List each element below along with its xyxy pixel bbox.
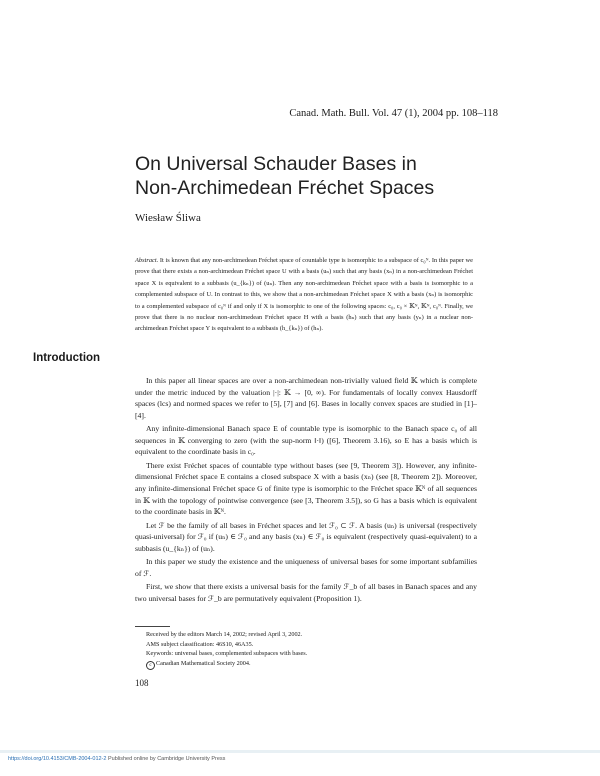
body-text [135,375,477,606]
paragraph-3: There exist Fréchet spaces of countable type without bases (see [9, Theorem 3]). However, any infinite-dimensional Fréchet space E contains a closed subspace X with a basis (xₙ) (see [8, Theorem 2]). Moreover, any infinite-dimensional Fréchet space G of finite type is isomorphic to the Fréchet space 𝕂ᴺ of all sequences in 𝕂 with the topology of pointwise convergence (see [3, Theorem 3.5]), so G has a basis which is equivalent to the coordinate basis in 𝕂ᴺ. [135,460,477,517]
paragraph-2: Any infinite-dimensional Banach space E of countable type is isomorphic to the Banach space c₀ of all sequences in 𝕂 converging to zero (with the sup-norm ‖·‖) ([6], Theorem 3.16), so E has a basis which is equivalent to the coordinate basis in c₀. [135,424,477,457]
footnote-keywords: Keywords: universal bases, complemented subspaces with bases. [146,650,308,658]
footer [8,756,225,762]
paragraph-5: In this paper we study the existence and the uniqueness of universal bases for some important subfamilies of ℱ. [135,557,477,578]
footnotes [146,630,476,670]
abstract [135,255,473,335]
copyright-text: Canadian Mathematical Society 2004. [156,659,251,667]
section-heading: Introduction [33,352,101,364]
copyright-icon: c [146,661,155,670]
footnote-copyright [146,659,476,670]
page-number: 108 [135,678,149,688]
paragraph-1: In this paper all linear spaces are over a non-archimedean non-trivially valued field 𝕂 which is complete under the metric induced by the valuation |·|: 𝕂 → [0, ∞). For fundamentals of locally convex Hausdorff spaces (lcs) and normed spaces we refer to [5], [7] and [6]. Bases in locally convex spaces are studied in [1]–[4]. [135,376,477,420]
published-note: Published online by Cambridge University Press [107,756,226,762]
footnote-classification: AMS subject classification: 46S10, 46A35. [146,640,254,648]
doi-link[interactable]: https://doi.org/10.4153/CMB-2004-012-2 [8,756,107,762]
author-name: Wiesław Śliwa [135,212,201,224]
footnote-received: Received by the editors March 14, 2002; revised April 3, 2002. [146,631,303,638]
abstract-text: It is known that any non-archimedean Fréchet space of countable type is isomorphic to a subspace of c₀ᴺ. In this paper we prove that there exists a non-archimedean Fréchet space U with a basis (uₙ) such that any basis (xₙ) in a non-archimedean Fréchet space X is equivalent to a subbasis (u_{kₙ}) of (uₙ). Then any non-archimedean Fréchet space with a basis is isomorphic to a complemented subspace of U. In contrast to this, we show that a non-archimedean Fréchet space X with a basis (xₙ) is isomorphic to a complemented subspace of c₀ᴺ if and only if X is isomorphic to one of the following spaces: c₀, c₀ × 𝕂ᴺ, 𝕂ᴺ, c₀ᴺ. Finally, we prove that there is no nuclear non-archimedean Fréchet space H with a basis (hₙ) such that any basis (yₙ) in a nuclear non-archimedean Fréchet space Y is equivalent to a subbasis (h_{kₙ}) of (hₙ). [135,257,473,333]
title-line-1: On Universal Schauder Bases in [135,153,417,175]
paragraph-6: First, we show that there exists a universal basis for the family ℱ_b of all bases in Banach spaces and any two universal bases for ℱ_b are permutatively equivalent (Proposition 1). [135,582,477,603]
paragraph-4: Let ℱ be the family of all bases in Fréchet spaces and let ℱ₀ ⊂ ℱ. A basis (uₙ) is universal (respectively quasi-universal) for ℱ₀ if (uₙ) ∈ ℱ₀ and any basis (xₙ) ∈ ℱ₀ is equivalent (respectively quasi-equivalent) to a subbasis (u_{kₙ}) of (uₙ). [135,520,477,553]
article-title [135,152,495,200]
footnote-rule [135,626,170,627]
footer-divider [0,750,600,753]
title-line-2: Non-Archimedean Fréchet Spaces [135,177,435,199]
journal-citation: Canad. Math. Bull. Vol. 47 (1), 2004 pp. 108–118 [289,108,498,119]
abstract-label: Abstract. [135,257,159,264]
